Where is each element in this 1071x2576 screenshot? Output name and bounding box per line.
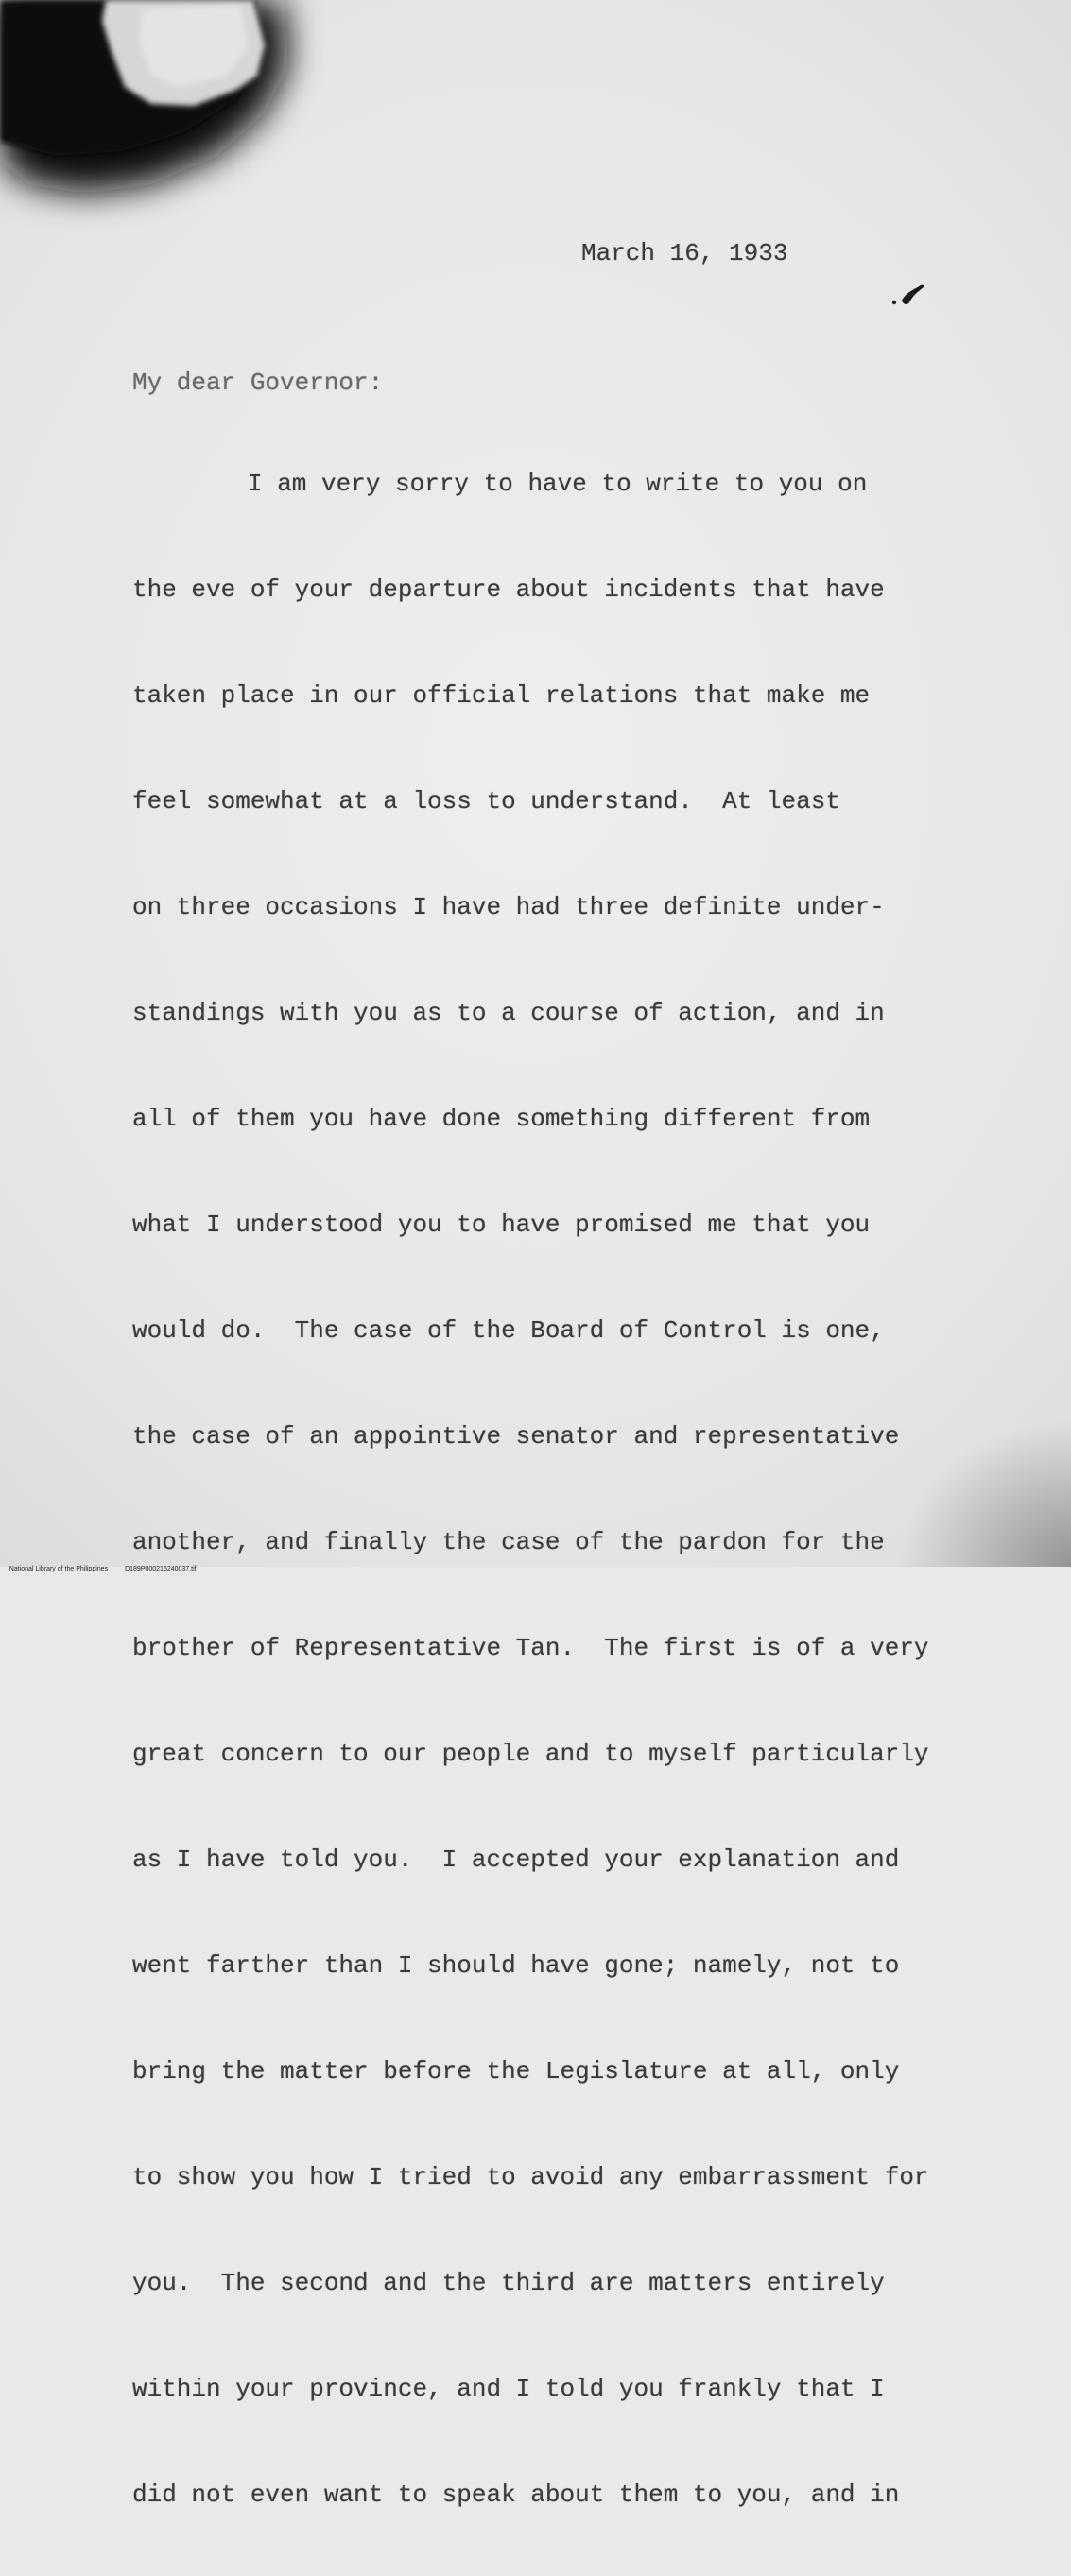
letter-line: brother of Representative Tan. The first is of a very [132, 1634, 929, 1662]
letter-line: feel somewhat at a loss to understand. At least [132, 787, 840, 816]
letter-line: as I have told you. I accepted your explanation and [132, 1846, 900, 1874]
letter-line: to show you how I tried to avoid any embarrassment for [132, 2163, 929, 2191]
letter-line: the case of an appointive senator and representative [132, 1422, 900, 1451]
letter-line: taken place in our official relations that make me [132, 681, 871, 710]
letter-body [132, 403, 983, 2576]
letter-line: within your province, and I told you frankly that I [132, 2375, 885, 2403]
letter-line: another, and finally the case of the pardon for the [132, 1528, 885, 1556]
letter-line: you. The second and the third are matters entirely [132, 2269, 885, 2297]
scan-footer [2, 1556, 197, 1582]
torn-corner-stain [0, 0, 321, 236]
letter-line: on three occasions I have had three definite under- [132, 893, 885, 921]
letter-line: went farther than I should have gone; namely, not to [132, 1951, 900, 1980]
letter-line: standings with you as to a course of action, and in [132, 999, 885, 1027]
letter-line: I am very sorry to have to write to you on [248, 470, 868, 498]
letter-line: would do. The case of the Board of Control is one, [132, 1316, 885, 1345]
letter-line: what I understood you to have promised me that you [132, 1211, 871, 1239]
letter-date: March 16, 1933 [581, 239, 788, 267]
footer-filename: D189P000215240037.tif [125, 1566, 197, 1572]
letter-line: bring the matter before the Legislature at all, only [132, 2057, 900, 2086]
letter-salutation: My dear Governor: [132, 369, 384, 397]
footer-library: National Library of the Philippines [9, 1566, 109, 1572]
letter-line: all of them you have done something different from [132, 1105, 871, 1133]
letter-line: did not even want to speak about them to you, and in [132, 2481, 900, 2509]
letter-line: the eve of your departure about incidents that have [132, 575, 885, 604]
pen-check-mark [889, 280, 930, 308]
letter-line: great concern to our people and to myself particularly [132, 1740, 929, 1768]
